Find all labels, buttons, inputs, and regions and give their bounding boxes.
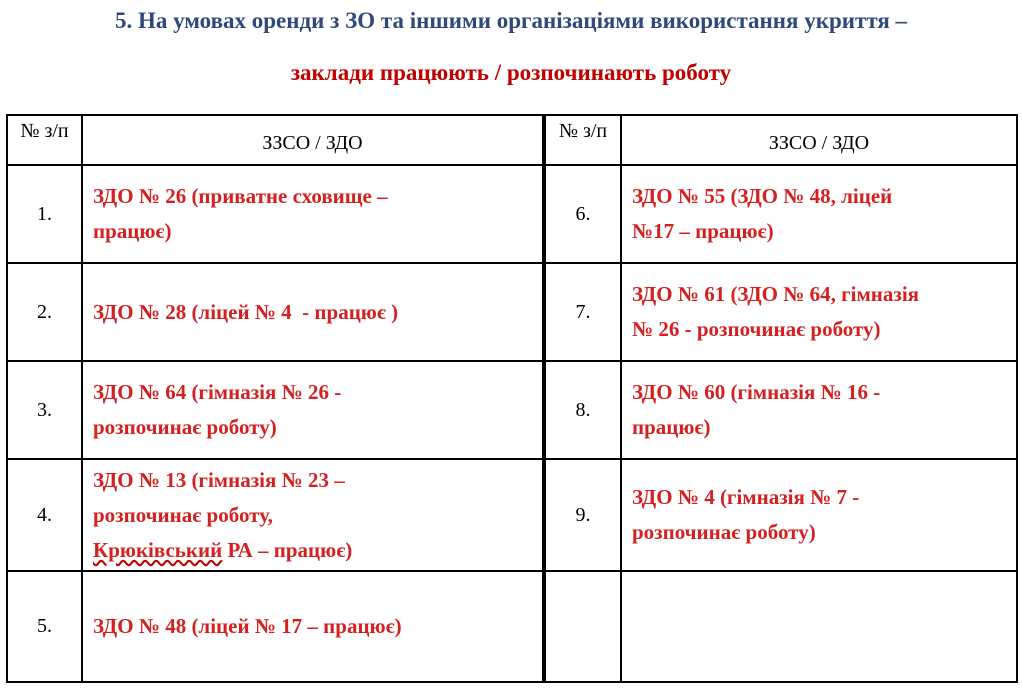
school-entry (621, 263, 1017, 361)
entry-line: ЗДО № 61 (ЗДО № 64, гімназія (632, 282, 920, 306)
school-entry (82, 459, 544, 571)
entry-line: розпочинає роботу, (93, 502, 273, 527)
row-number: 9. (544, 459, 621, 571)
school-entry (82, 165, 544, 263)
school-entry (82, 571, 544, 682)
entry-line: працює) (632, 415, 711, 439)
table-row (7, 361, 1017, 459)
table-header-row (7, 115, 1017, 165)
school-entry (82, 263, 544, 361)
row-number: 6. (544, 165, 621, 263)
row-number: 3. (7, 361, 82, 459)
row-number: 2. (7, 263, 82, 361)
row-number: 8. (544, 361, 621, 459)
table-row (7, 571, 1017, 682)
header-number-right: № з/п (544, 115, 621, 165)
school-entry (621, 361, 1017, 459)
row-number: 1. (7, 165, 82, 263)
table-row (7, 459, 1017, 571)
school-entry (621, 165, 1017, 263)
table-row (7, 263, 1017, 361)
school-entry (621, 459, 1017, 571)
row-number: 4. (7, 459, 82, 571)
entry-line: розпочинає роботу) (632, 520, 816, 544)
entry-line: працює) (93, 219, 172, 243)
header-name-left: ЗЗСО / ЗДО (82, 115, 544, 165)
header-name-right: ЗЗСО / ЗДО (621, 115, 1017, 165)
entry-line: ЗДО № 13 (гімназія № 23 – (93, 467, 345, 492)
header-number-left: № з/п (7, 115, 82, 165)
page-subtitle: заклади працюють / розпочинають роботу (290, 60, 732, 85)
entry-line: ЗДО № 60 (гімназія № 16 - (632, 380, 881, 404)
school-entry (82, 361, 544, 459)
entry-line: ЗДО № 48 (ліцей № 17 – працює) (93, 614, 402, 638)
spellcheck-underlined-word: Крюківський (93, 537, 223, 562)
row-number: 5. (7, 571, 82, 682)
school-entry-empty (621, 571, 1017, 682)
entry-line: ЗДО № 26 (приватне сховище – (93, 184, 388, 208)
row-number-empty (544, 571, 621, 682)
entry-line: ЗДО № 4 (гімназія № 7 - (632, 485, 860, 509)
entry-line: розпочинає роботу) (93, 415, 277, 439)
entry-line: ЗДО № 64 (гімназія № 26 - (93, 380, 342, 404)
schools-table (6, 114, 1018, 683)
page-title: 5. На умовах оренди з ЗО та іншими організаціями використання укриття – (114, 8, 908, 33)
table-row (7, 165, 1017, 263)
entry-line-rest: РА – працює) (222, 537, 353, 562)
entry-line (93, 533, 536, 568)
entry-line: ЗДО № 28 (ліцей № 4 - працює ) (93, 299, 399, 324)
row-number: 7. (544, 263, 621, 361)
entry-line: №17 – працює) (632, 219, 774, 243)
entry-line: № 26 - розпочинає роботу) (632, 317, 881, 341)
entry-line: ЗДО № 55 (ЗДО № 48, ліцей (632, 184, 893, 208)
